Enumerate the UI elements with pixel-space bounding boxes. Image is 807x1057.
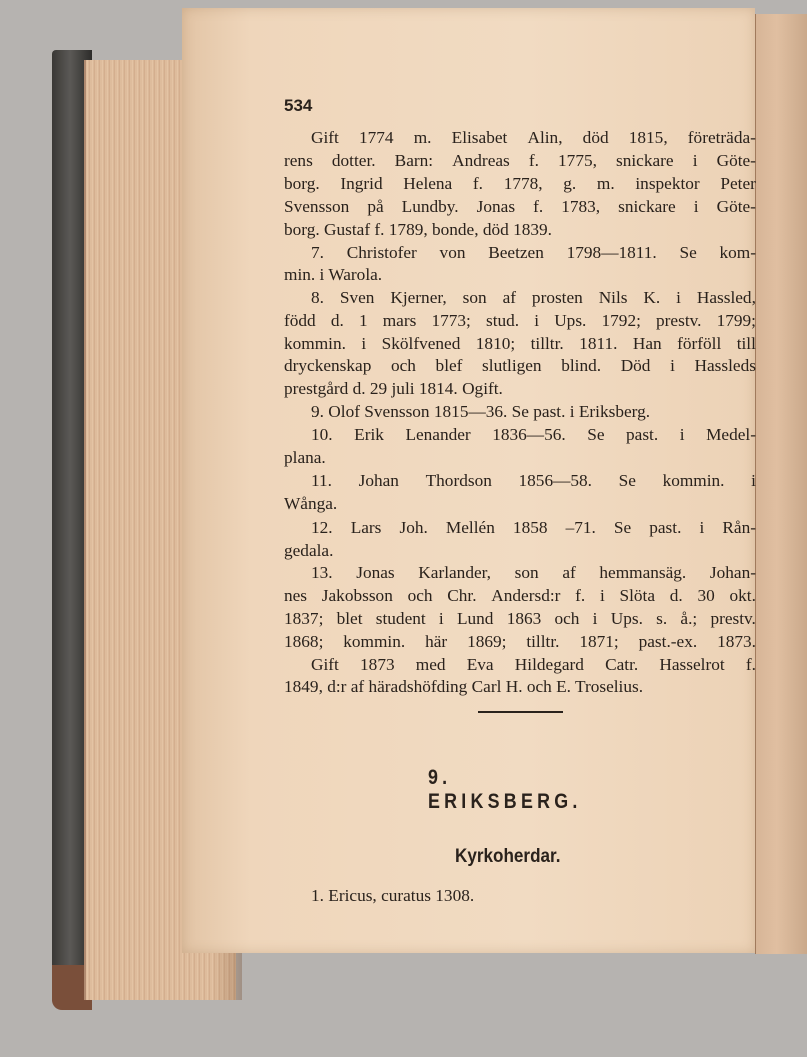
section-title: 9. ERIKSBERG. xyxy=(428,766,582,813)
subheading: Kyrkoherdar. xyxy=(455,846,561,867)
text-line: borg. Gustaf f. 1789, bonde, död 1839. xyxy=(284,220,552,239)
text-line: min. i Warola. xyxy=(284,265,383,284)
text-line: kommin. i Skölfvened 1810; tilltr. 1811. Han förföll till xyxy=(284,334,756,353)
entry-line: 1. Ericus, curatus 1308. xyxy=(311,886,475,905)
text-line: dryckenskap och blef slutligen blind. Död i Hassleds xyxy=(284,356,756,375)
section-divider xyxy=(478,711,563,713)
text-line: född d. 1 mars 1773; stud. i Ups. 1792; prestv. 1799; xyxy=(284,311,756,330)
text-line: 7. Christofer von Beetzen 1798—1811. Se kom- xyxy=(311,243,756,262)
text-line: plana. xyxy=(284,448,326,467)
text-line: rens dotter. Barn: Andreas f. 1775, snickare i Göte- xyxy=(284,151,756,170)
text-line: nes Jakobsson och Chr. Andersd:r f. i Slöta d. 30 okt. xyxy=(284,586,756,605)
text-line: 13. Jonas Karlander, son af hemmansäg. Johan- xyxy=(311,563,756,582)
text-line: 9. Olof Svensson 1815—36. Se past. i Eriksberg. xyxy=(311,402,651,421)
next-page-edge xyxy=(755,14,807,954)
text-line: Svensson på Lundby. Jonas f. 1783, snickare i Göte- xyxy=(284,197,756,216)
text-line: 8. Sven Kjerner, son af prosten Nils K. i Hassled, xyxy=(311,288,756,307)
text-line: Gift 1873 med Eva Hildegard Catr. Hasselrot f. xyxy=(311,655,756,674)
text-line: borg. Ingrid Helena f. 1778, g. m. inspektor Peter xyxy=(284,174,756,193)
text-line: 10. Erik Lenander 1836—56. Se past. i Medel- xyxy=(311,425,756,444)
text-line: gedala. xyxy=(284,541,334,560)
text-line: 1837; blet student i Lund 1863 och i Ups. s. å.; prestv. xyxy=(284,609,756,628)
text-line: 1849, d:r af häradshöfding Carl H. och E. Troselius. xyxy=(284,677,644,696)
text-line: Gift 1774 m. Elisabet Alin, död 1815, företräda- xyxy=(311,128,756,147)
page-number: 534 xyxy=(284,96,313,115)
text-line: 1868; kommin. här 1869; tilltr. 1871; past.-ex. 1873. xyxy=(284,632,756,651)
text-line: prestgård d. 29 juli 1814. Ogift. xyxy=(284,379,503,398)
text-line: Wånga. xyxy=(284,494,338,513)
text-line: 11. Johan Thordson 1856—58. Se kommin. i xyxy=(311,471,756,490)
text-line: 12. Lars Joh. Mellén 1858 –71. Se past. i Rån- xyxy=(311,518,756,537)
